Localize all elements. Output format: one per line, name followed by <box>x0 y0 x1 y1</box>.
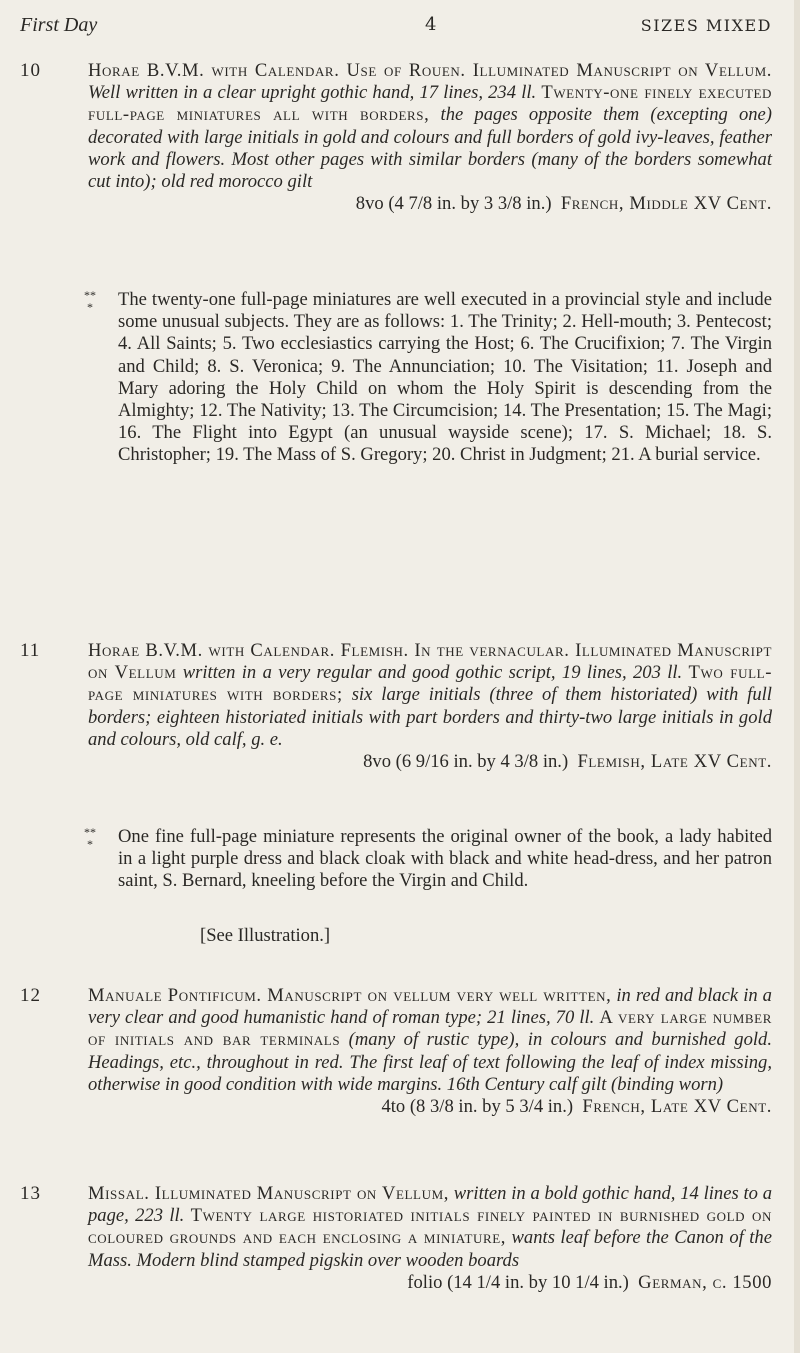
lot-size-origin: 8vo (4 7/8 in. by 3 3/8 in.) French, Middle XV Cent. <box>355 193 772 215</box>
lot-title: Horae B.V.M. <box>88 640 203 661</box>
lot-10-note: ** * The twenty-one full-page miniatures are well executed in a provincial style and include some unusual subjects. They are as follows: 1. The Trinity; 2. Hell-mouth; 3. Pentecost; 4. All Saints; 5. Two ecclesiastics carrying the Host; 6. The Crucifixion; 7. The Virgin and Child; 8. S. Veronica; 9. The Annunciation; 10. The Visitation; 11. Joseph and Mary adoring the Holy Child on whom the Holy Spirit is descending from the Almighty; 12. The Nativity; 13. The Circumcision; 14. The Presentation; 15. The Magi; 16. The Flight into Egypt (an unusual wayside scene); 17. S. Michael; 18. S. Christopher; 19. The Mass of S. Gregory; 20. Christ in Judgment; 21. A burial service. <box>84 288 772 466</box>
lot-description: Horae B.V.M. with Calendar. Use of Rouen. Illuminated Manuscript on Vellum. Well written in a clear upright gothic hand, 17 lines, 234 ll. Twenty-one finely executed full-page miniatures all with borders, the pages opposite them (excepting one) decorated with large initials in gold and colours and full borders of gold ivy-leaves, feather work and flowers. Most other pages with similar borders (many of the borders somewhat cut into); old red morocco gilt 8vo (4 7/8 in. by 3 3/8 in.) French, Middle XV Cent. <box>88 60 773 215</box>
asterism-icon: ** * <box>84 825 96 851</box>
running-header <box>0 14 800 44</box>
lot-title: Manuale Pontificum. <box>88 985 262 1006</box>
lot-size-origin: 8vo (6 9/16 in. by 4 3/8 in.) Flemish, Late XV Cent. <box>363 751 772 773</box>
lot-size-origin: 4to (8 3/8 in. by 5 3/4 in.) French, Late XV Cent. <box>381 1096 772 1118</box>
lot-description: Horae B.V.M. with Calendar. Flemish. In the vernacular. Illuminated Manuscript on Vellum written in a very regular and good gothic script, 19 lines, 203 ll. Two full-page miniatures with borders; six large initials (three of them historiated) with full borders; eighteen historiated initials with part borders and thirty-two large initials in gold and colours, old calf, g. e. 8vo (6 9/16 in. by 4 3/8 in.) Flemish, Late XV Cent. <box>88 640 772 773</box>
illustration-reference: [See Illustration.] <box>200 925 331 946</box>
lot-size-origin: folio (14 1/4 in. by 10 1/4 in.) German, c. 1500 <box>407 1271 772 1293</box>
lot-number: 10 <box>20 60 41 81</box>
lot-number: 11 <box>20 640 41 661</box>
page-edge-shadow <box>794 0 800 1353</box>
asterism-icon: ** * <box>84 288 96 314</box>
header-day: First Day <box>20 14 98 36</box>
lot-description: Manuale Pontificum. Manuscript on vellum very well written, in red and black in a very clear and good humanistic hand of roman type; 21 lines, 70 ll. A very large number of initials and bar terminals (many of rustic type), in colours and burnished gold. Headings, etc., throughout in red. The first leaf of text following the leaf of index missing, otherwise in good condition with wide margins. 16th Century calf gilt (binding worn) 4to (8 3/8 in. by 5 3/4 in.) French, Late XV Cent. <box>88 985 772 1118</box>
header-section: SIZES MIXED <box>640 16 772 35</box>
lot-number: 13 <box>20 1183 41 1204</box>
lot-number: 12 <box>20 985 41 1006</box>
lot-title: Horae B.V.M. <box>88 60 205 81</box>
lot-11-note: ** * One fine full-page miniature represents the original owner of the book, a lady habited in a light purple dress and black cloak with black and white head-dress, and her patron saint, S. Bernard, kneeling before the Virgin and Child. <box>84 825 772 892</box>
lot-description: Missal. Illuminated Manuscript on Vellum, written in a bold gothic hand, 14 lines to a page, 223 ll. Twenty large historiated initials finely painted in burnished gold on coloured grounds and each enclosing a miniature, wants leaf before the Canon of the Mass. Modern blind stamped pigskin over wooden boards folio (14 1/4 in. by 10 1/4 in.) German, c. 1500 <box>88 1183 773 1293</box>
page-number: 4 <box>425 14 437 35</box>
lot-title: Missal. <box>88 1183 150 1204</box>
